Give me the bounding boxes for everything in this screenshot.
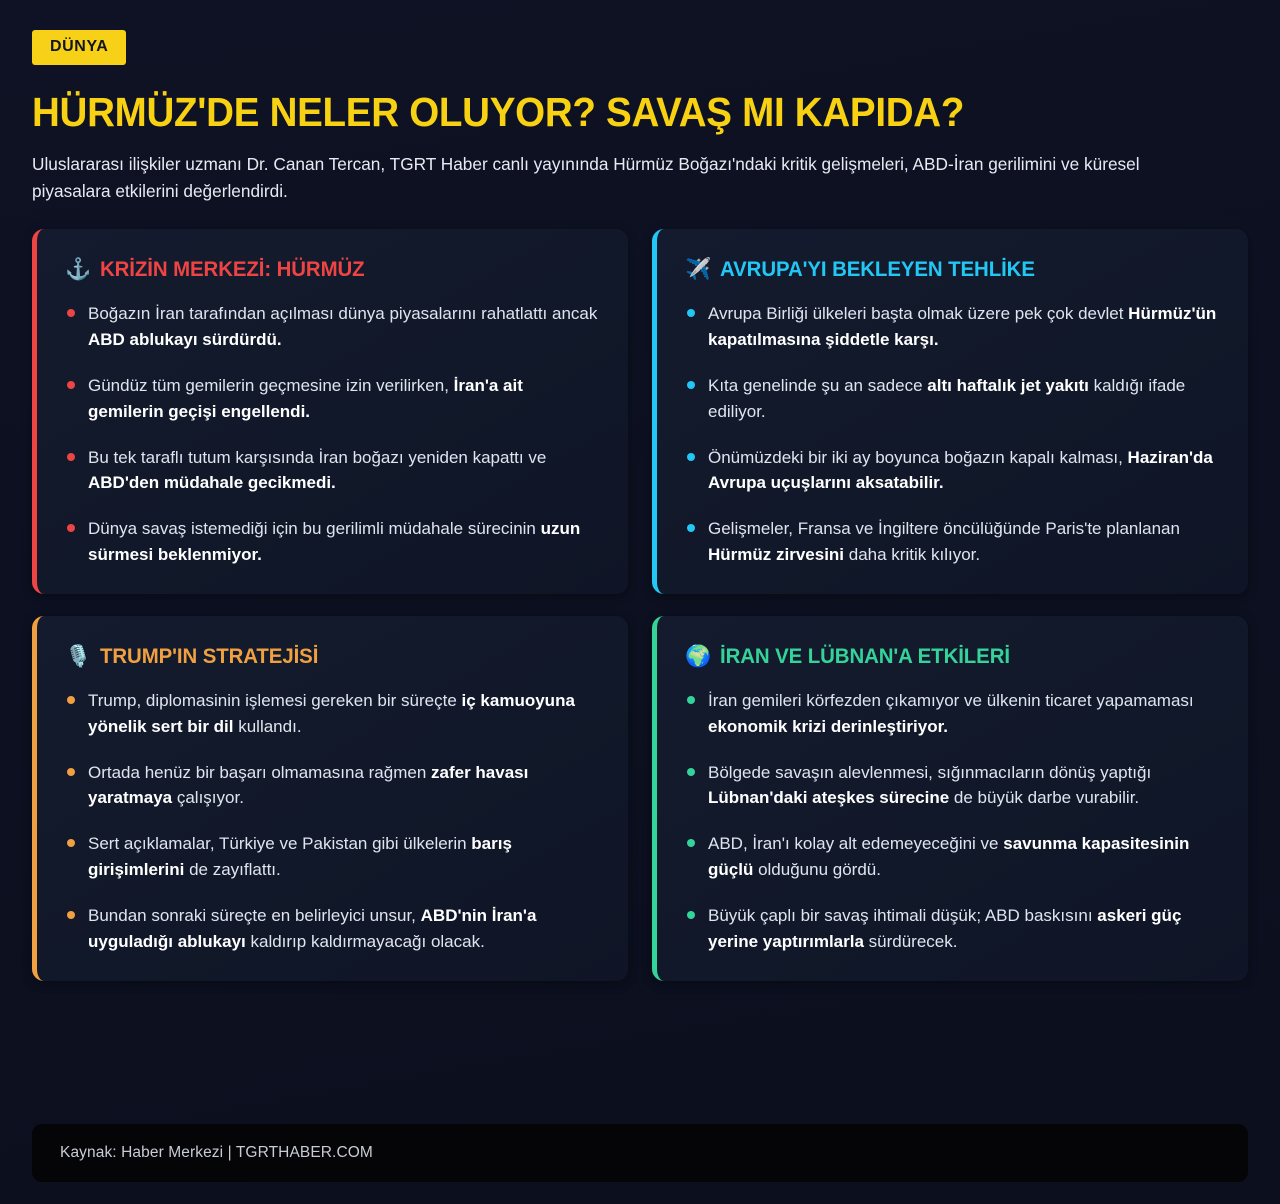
bullet-text: kullandı. <box>238 716 302 736</box>
page-subtitle: Uluslararası ilişkiler uzmanı Dr. Canan Tercan, TGRT Haber canlı yayınında Hürmüz Boğazı'ndaki kritik gelişmeleri, ABD-İran gerilimini ve küresel piyasalara etkilerini değerlendirdi. <box>32 154 1140 202</box>
page-title: HÜRMÜZ'DE NELER OLUYOR? SAVAŞ MI KAPIDA? <box>32 89 965 135</box>
bullet-item <box>685 445 1222 497</box>
bullet-emphasis: barış girişimlerini <box>88 834 512 880</box>
bullet-text: İran gemileri körfezden çıkamıyor ve ülkenin ticaret yapamaması <box>708 690 1194 710</box>
cards-grid <box>32 229 1248 1104</box>
bullet-text: kaldığı ifade ediliyor. <box>708 375 1186 421</box>
bullet-emphasis: savunma kapasitesinin güçlü <box>708 834 1190 880</box>
bullet-emphasis: zafer havası yaratmaya <box>88 762 529 808</box>
bullet-item <box>65 445 602 497</box>
bullet-item <box>685 516 1222 568</box>
bullet-item <box>65 903 602 955</box>
bullet-list <box>685 688 1222 955</box>
card-title: AVRUPA'YI BEKLEYEN TEHLİKE <box>720 257 1035 282</box>
card-header <box>685 257 1222 282</box>
bullet-text: Bu tek taraflı tutum karşısında İran boğazı yeniden kapattı ve <box>88 447 547 467</box>
bullet-emphasis: ABD ablukayı sürdürdü. <box>88 330 282 350</box>
bullet-list <box>65 688 602 955</box>
category-badge: DÜNYA <box>32 30 126 65</box>
bullet-text: daha kritik kılıyor. <box>848 545 981 565</box>
bullet-item <box>65 688 602 740</box>
bullet-text: Avrupa Birliği ülkeleri başta olmak üzere pek çok devlet <box>708 304 1129 324</box>
bullet-text: Dünya savaş istemediği için bu gerilimli müdahale sürecinin <box>88 519 541 539</box>
header <box>32 30 1248 205</box>
bullet-list <box>65 301 602 568</box>
globe-icon: 🌍 <box>685 644 712 668</box>
bullet-text: kaldırıp kaldırmayacağı olacak. <box>250 931 485 951</box>
bullet-text: Gelişmeler, Fransa ve İngiltere öncülüğünde Paris'te planlanan <box>708 519 1180 539</box>
bullet-text: Sert açıklamalar, Türkiye ve Pakistan gibi ülkelerin <box>88 834 472 854</box>
card-title: KRİZİN MERKEZİ: HÜRMÜZ <box>100 257 365 282</box>
bullet-item <box>685 903 1222 955</box>
source-text: Kaynak: Haber Merkezi | TGRTHABER.COM <box>60 1144 373 1161</box>
footer <box>32 1124 1248 1182</box>
info-card <box>32 616 628 981</box>
bullet-text: Gündüz tüm gemilerin geçmesine izin verilirken, <box>88 375 454 395</box>
bullet-emphasis: İran'a ait gemilerin geçişi engellendi. <box>88 375 523 421</box>
bullet-text: Büyük çaplı bir savaş ihtimali düşük; ABD baskısını <box>708 905 1098 925</box>
info-card <box>32 229 628 594</box>
bullet-item <box>685 831 1222 883</box>
airplane-icon: ✈️ <box>685 258 712 282</box>
bullet-emphasis: Hürmüz zirvesini <box>708 545 849 565</box>
bullet-item <box>685 301 1222 353</box>
card-header <box>65 644 602 669</box>
bullet-text: Kıta genelinde şu an sadece <box>708 375 928 395</box>
bullet-text: Boğazın İran tarafından açılması dünya piyasalarını rahatlattı ancak <box>88 304 598 324</box>
bullet-text: olduğunu gördü. <box>758 860 881 880</box>
bullet-emphasis: Haziran'da Avrupa uçuşlarını aksatabilir. <box>708 447 1213 493</box>
bullet-emphasis: Lübnan'daki ateşkes sürecine <box>708 788 954 808</box>
bullet-item <box>65 301 602 353</box>
bullet-item <box>65 760 602 812</box>
bullet-item <box>685 688 1222 740</box>
bullet-text: çalışıyor. <box>176 788 244 808</box>
card-title: İRAN VE LÜBNAN'A ETKİLERİ <box>720 643 1010 668</box>
bullet-text: Trump, diplomasinin işlemesi gereken bir süreçte <box>88 690 462 710</box>
info-card <box>652 229 1248 594</box>
bullet-emphasis: ABD'nin İran'a uyguladığı ablukayı <box>88 905 537 951</box>
card-title: TRUMP'IN STRATEJİSİ <box>100 643 319 668</box>
bullet-item <box>685 373 1222 425</box>
bullet-text: ABD, İran'ı kolay alt edemeyeceğini ve <box>708 834 1004 854</box>
bullet-emphasis: altı haftalık jet yakıtı <box>927 375 1094 395</box>
card-header <box>685 644 1222 669</box>
bullet-list <box>685 301 1222 568</box>
bullet-item <box>65 516 602 568</box>
bullet-text: sürdürecek. <box>868 931 958 951</box>
bullet-text: Ortada henüz bir başarı olmamasına rağmen <box>88 762 432 782</box>
bullet-emphasis: ekonomik krizi derinleştiriyor. <box>708 716 948 736</box>
bullet-emphasis: askeri güç yerine yaptırımlarla <box>708 905 1182 951</box>
card-header <box>65 257 602 282</box>
bullet-text: Önümüzdeki bir iki ay boyunca boğazın kapalı kalması, <box>708 447 1128 467</box>
info-card <box>652 616 1248 981</box>
bullet-item <box>65 373 602 425</box>
bullet-text: Bundan sonraki süreçte en belirleyici unsur, <box>88 905 421 925</box>
bullet-item <box>65 831 602 883</box>
anchor-icon: ⚓ <box>65 258 92 282</box>
bullet-emphasis: Hürmüz'ün kapatılmasına şiddetle karşı. <box>708 304 1217 350</box>
bullet-text: de büyük darbe vurabilir. <box>953 788 1140 808</box>
bullet-text: Bölgede savaşın alevlenmesi, sığınmacıların dönüş yaptığı <box>708 762 1152 782</box>
bullet-emphasis: iç kamuoyuna yönelik sert bir dil <box>88 690 575 736</box>
bullet-emphasis: uzun sürmesi beklenmiyor. <box>88 519 581 565</box>
bullet-item <box>685 760 1222 812</box>
microphone-icon: 🎙️ <box>65 644 92 668</box>
bullet-emphasis: ABD'den müdahale gecikmedi. <box>88 473 336 493</box>
bullet-text: de zayıflattı. <box>189 860 281 880</box>
